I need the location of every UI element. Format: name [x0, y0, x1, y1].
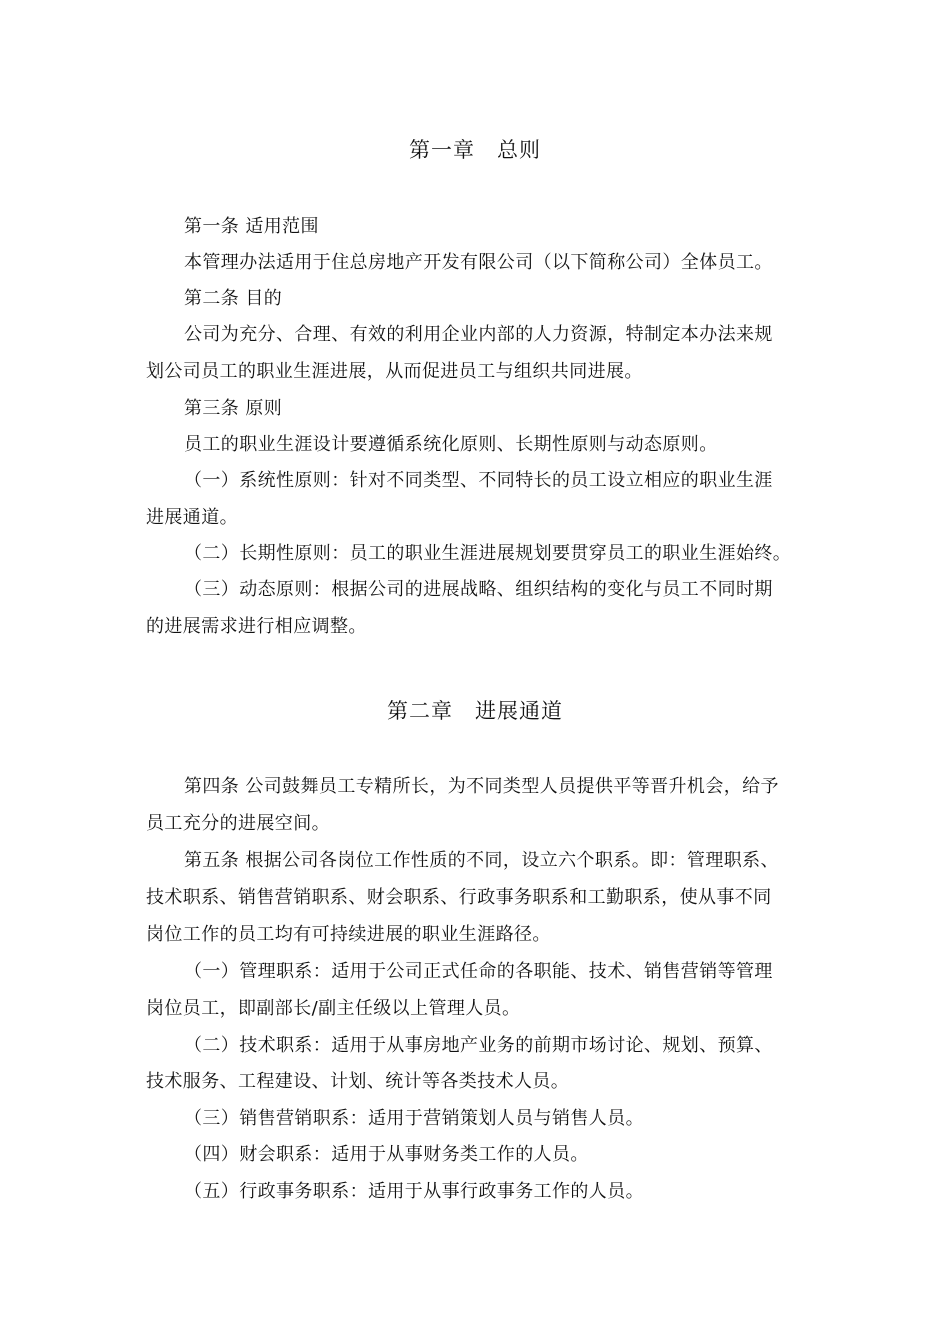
article-5-item-1-line-1: （一）管理职系：适用于公司正式任命的各职能、技术、销售营销等管理	[184, 961, 773, 982]
article-3-item-1-line-2: 进展通道。	[146, 507, 238, 528]
article-5-item-1-line-2: 岗位员工，即副部长/副主任级以上管理人员。	[146, 998, 521, 1019]
article-3-item-2: （二）长期性原则：员工的职业生涯进展规划要贯穿员工的职业生涯始终。	[184, 543, 792, 564]
article-2-text-line-2: 划公司员工的职业生涯进展，从而促进员工与组织共同进展。	[146, 361, 643, 382]
article-1-heading: 第一条 适用范围	[184, 216, 319, 237]
article-3-item-3-line-1: （三）动态原则：根据公司的进展战略、组织结构的变化与员工不同时期	[184, 579, 773, 600]
article-3-heading: 第三条 原则	[184, 398, 283, 419]
article-5-item-2-line-1: （二）技术职系：适用于从事房地产业务的前期市场讨论、规划、预算、	[184, 1035, 773, 1056]
article-2-heading: 第二条 目的	[184, 288, 283, 309]
article-5-line-2: 技术职系、销售营销职系、财会职系、行政事务职系和工勤职系，使从事不同	[146, 887, 772, 908]
article-3-text: 员工的职业生涯设计要遵循系统化原则、长期性原则与动态原则。	[184, 434, 718, 455]
article-2-text-line-1: 公司为充分、合理、有效的利用企业内部的人力资源，特制定本办法来规	[184, 324, 773, 345]
article-5-item-2-line-2: 技术服务、工程建设、计划、统计等各类技术人员。	[146, 1071, 570, 1092]
article-4-line-2: 员工充分的进展空间。	[146, 813, 330, 834]
article-5-line-1: 第五条 根据公司各岗位工作性质的不同，设立六个职系。即：管理职系、	[184, 850, 779, 871]
article-5-item-4: （四）财会职系：适用于从事财务类工作的人员。	[184, 1144, 589, 1165]
article-1-text: 本管理办法适用于住总房地产开发有限公司（以下简称公司）全体员工。	[184, 252, 773, 273]
article-5-item-5: （五）行政事务职系：适用于从事行政事务工作的人员。	[184, 1181, 644, 1202]
article-5-line-3: 岗位工作的员工均有可持续进展的职业生涯路径。	[146, 924, 551, 945]
article-3-item-1-line-1: （一）系统性原则：针对不同类型、不同特长的员工设立相应的职业生涯	[184, 470, 773, 491]
chapter-2-title: 第二章 进展通道	[387, 699, 563, 723]
article-3-item-3-line-2: 的进展需求进行相应调整。	[146, 616, 367, 637]
article-4-line-1: 第四条 公司鼓舞员工专精所长，为不同类型人员提供平等晋升机会，给予	[184, 776, 779, 797]
article-5-item-3: （三）销售营销职系：适用于营销策划人员与销售人员。	[184, 1108, 644, 1129]
chapter-1-title: 第一章 总则	[409, 138, 541, 162]
